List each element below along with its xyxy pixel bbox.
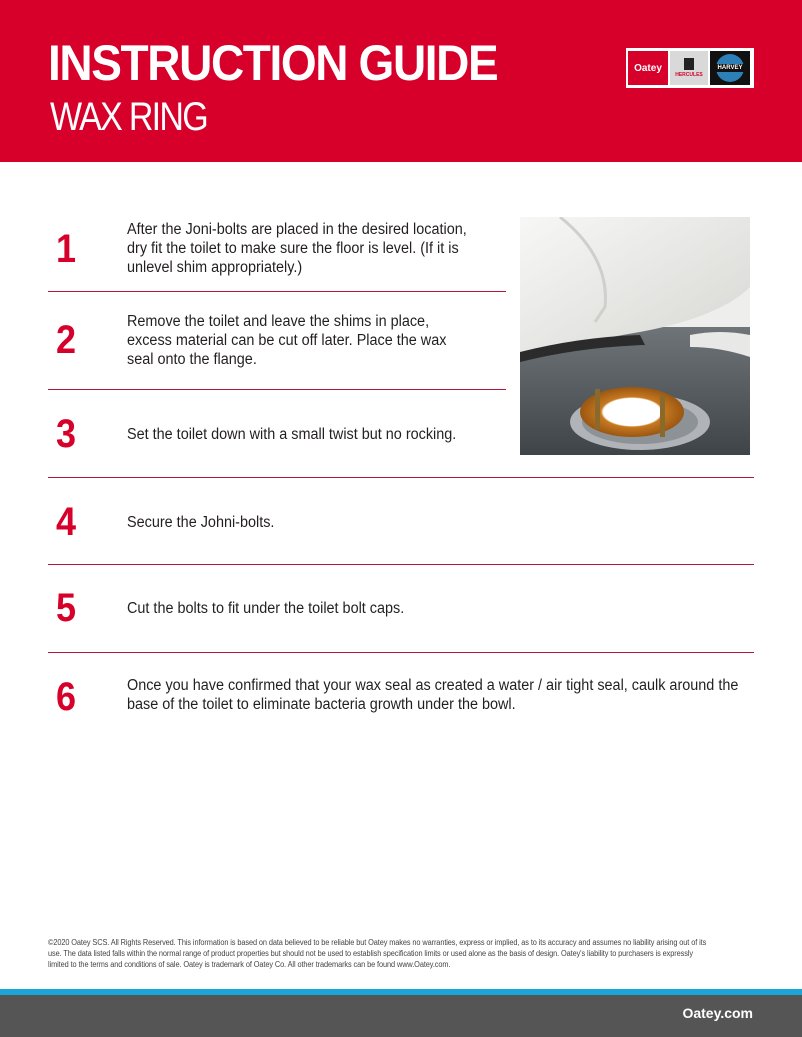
step-text: Cut the bolts to fit under the toilet bolt caps. [127, 600, 405, 617]
step-text: Remove the toilet and leave the shims in place, excess material can be cut off later. Place the wax seal onto the flange. [127, 313, 447, 368]
harvey-logo-text: HARVEY [717, 65, 743, 71]
website-link[interactable]: Oatey.com [682, 1005, 753, 1021]
footer-bar [0, 995, 802, 1037]
divider [48, 477, 754, 478]
step-number: 5 [56, 586, 77, 630]
harvey-logo [710, 51, 750, 85]
hercules-logo [670, 51, 708, 85]
divider [48, 291, 506, 292]
oatey-logo-text: Oatey [634, 62, 662, 74]
divider [48, 652, 754, 653]
step-text: Set the toilet down with a small twist but no rocking. [127, 426, 457, 443]
step-number: 4 [56, 500, 77, 544]
wax-ring-photo [520, 217, 750, 455]
step-number: 3 [56, 412, 77, 456]
oatey-logo [628, 51, 668, 85]
step-text: Secure the Johni-bolts. [127, 514, 275, 531]
hercules-logo-text: HERCULES [675, 72, 703, 78]
page-title: INSTRUCTION GUIDE [48, 35, 498, 91]
header-banner [0, 0, 802, 162]
step-text: After the Joni-bolts are placed in the desired location, dry fit the toilet to make sure the floor is level. (If it is unlevel shim appropriately.) [127, 221, 467, 276]
legal-footnote: ©2020 Oatey SCS. All Rights Reserved. This information is based on data believed to be reliable but Oatey makes no warranties, express or implied, as to its accuracy and assumes no liability arising out of its use. The data listed falls within the normal range of product properties but should not be used to establish specification limits or used alone as the basis of design. Oatey's liability to purchasers is expressly limited to the terms and conditions of sale. Oatey is trademark of Oatey Co. All other trademarks can be found www.Oatey.com. [48, 938, 707, 969]
step-text: Once you have confirmed that your wax seal as created a water / air tight seal, caulk around the base of the toilet to eliminate bacteria growth under the bowl. [127, 677, 739, 713]
harvey-disc-icon [716, 54, 744, 82]
divider [48, 564, 754, 565]
step-number: 6 [56, 675, 77, 719]
wax-ring-illustration [520, 217, 750, 455]
hercules-mark-icon [684, 58, 694, 70]
step-number: 2 [56, 318, 77, 362]
step-number: 1 [56, 227, 77, 271]
page-subtitle: WAX RING [50, 95, 208, 139]
brand-logos [626, 48, 754, 88]
divider [48, 389, 506, 390]
